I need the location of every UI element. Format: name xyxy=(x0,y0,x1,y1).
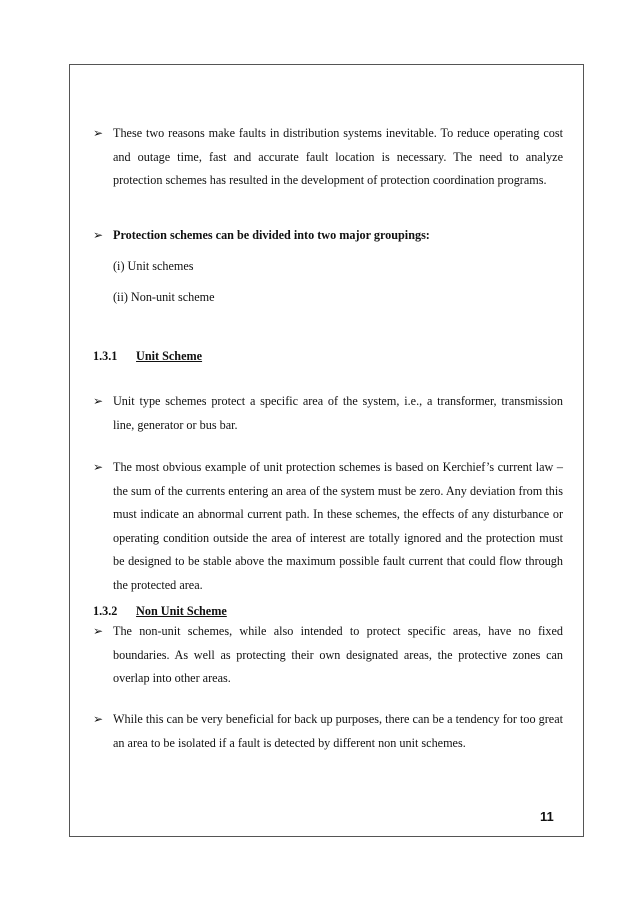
arrow-bullet-icon: ➢ xyxy=(93,228,104,242)
list-item: (i) Unit schemes xyxy=(113,259,194,273)
bullet-paragraph-2 xyxy=(93,224,563,248)
page-number: 11 xyxy=(540,809,554,824)
paragraph-text: Unit type schemes protect a specific area of the system, i.e., a transformer, transmission line, generator or bus bar. xyxy=(113,394,563,432)
bullet-paragraph-1 xyxy=(93,122,563,193)
section-number: 1.3.2 xyxy=(93,604,118,618)
bullet-paragraph-4 xyxy=(93,456,563,597)
bullet-paragraph-6 xyxy=(93,708,563,755)
section-heading xyxy=(93,346,202,366)
section-heading xyxy=(93,601,227,621)
section-title: Unit Scheme xyxy=(136,349,203,363)
arrow-bullet-icon: ➢ xyxy=(93,394,104,408)
paragraph-text: Protection schemes can be divided into two major groupings: xyxy=(113,228,430,242)
arrow-bullet-icon: ➢ xyxy=(93,460,104,474)
paragraph-text: The most obvious example of unit protection schemes is based on Kerchief’s current law – the sum of the currents entering an area of the system must be zero. Any deviation from this must indicate an abnormal current path. In these schemes, the effects of any disturbance or operating condition outside the area of interest are totally ignored and the protection must be designed to be stable above the maximum possible fault current that could flow through the protected area. xyxy=(113,460,563,592)
bullet-paragraph-3 xyxy=(93,390,563,437)
arrow-bullet-icon: ➢ xyxy=(93,712,104,726)
bullet-paragraph-5 xyxy=(93,620,563,691)
arrow-bullet-icon: ➢ xyxy=(93,126,104,140)
section-title: Non Unit Scheme xyxy=(136,604,227,618)
paragraph-text: While this can be very beneficial for back up purposes, there can be a tendency for too great an area to be isolated if a fault is detected by different non unit schemes. xyxy=(113,712,563,750)
list-item: (ii) Non-unit scheme xyxy=(113,290,215,304)
section-number: 1.3.1 xyxy=(93,349,118,363)
paragraph-text: The non-unit schemes, while also intended to protect specific areas, have no fixed boundaries. As well as protecting their own designated areas, the protective zones can overlap into other areas. xyxy=(113,624,563,685)
arrow-bullet-icon: ➢ xyxy=(93,624,104,638)
paragraph-text: These two reasons make faults in distribution systems inevitable. To reduce operating cost and outage time, fast and accurate fault location is necessary. The need to analyze protection schemes has resulted in the development of protection coordination programs. xyxy=(113,126,563,187)
